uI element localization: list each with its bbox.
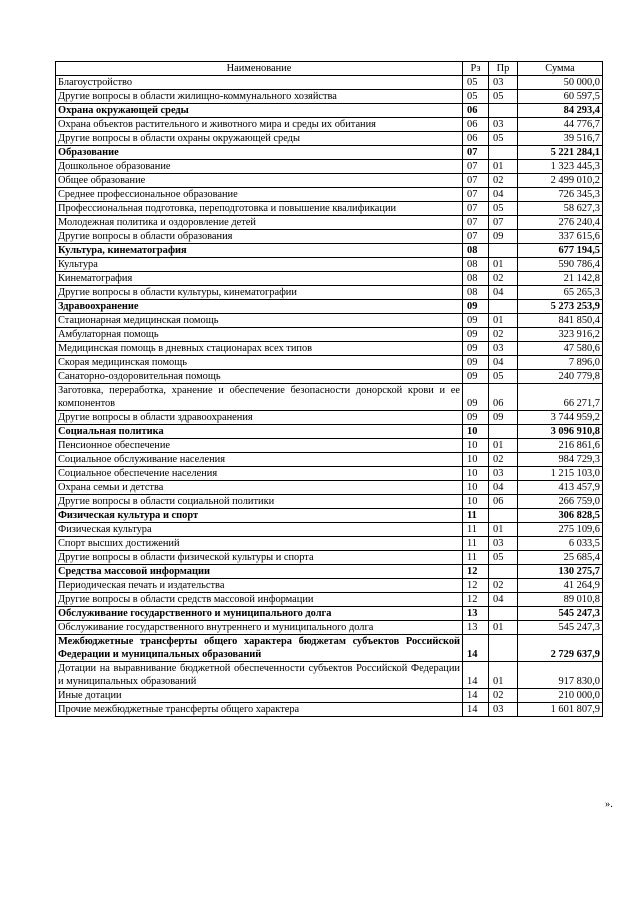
row-name: Физическая культура bbox=[56, 523, 463, 537]
row-sum: 276 240,4 bbox=[518, 216, 603, 230]
table-row bbox=[56, 635, 603, 662]
row-subsection: 09 bbox=[489, 230, 518, 244]
table-row bbox=[56, 565, 603, 579]
row-sum: 21 142,8 bbox=[518, 272, 603, 286]
row-sum: 66 271,7 bbox=[518, 384, 603, 411]
table-row bbox=[56, 593, 603, 607]
row-name: Благоустройство bbox=[56, 76, 463, 90]
row-subsection bbox=[489, 565, 518, 579]
row-section: 07 bbox=[463, 174, 489, 188]
row-sum: 413 457,9 bbox=[518, 481, 603, 495]
row-section: 09 bbox=[463, 314, 489, 328]
table-row bbox=[56, 76, 603, 90]
row-subsection: 03 bbox=[489, 118, 518, 132]
row-name: Общее образование bbox=[56, 174, 463, 188]
row-subsection bbox=[489, 244, 518, 258]
row-subsection bbox=[489, 425, 518, 439]
budget-table-container bbox=[55, 61, 603, 717]
row-name: Другие вопросы в области социальной политики bbox=[56, 495, 463, 509]
row-name: Обслуживание государственного и муниципального долга bbox=[56, 607, 463, 621]
row-subsection: 05 bbox=[489, 202, 518, 216]
row-sum: 216 861,6 bbox=[518, 439, 603, 453]
row-subsection: 03 bbox=[489, 342, 518, 356]
row-name: Санаторно-оздоровительная помощь bbox=[56, 370, 463, 384]
row-section: 07 bbox=[463, 160, 489, 174]
table-row bbox=[56, 703, 603, 717]
row-name: Охрана объектов растительного и животного мира и среды их обитания bbox=[56, 118, 463, 132]
row-name: Культура, кинематография bbox=[56, 244, 463, 258]
row-name: Иные дотации bbox=[56, 689, 463, 703]
row-section: 09 bbox=[463, 342, 489, 356]
row-subsection: 02 bbox=[489, 579, 518, 593]
row-sum: 84 293,4 bbox=[518, 104, 603, 118]
row-sum: 917 830,0 bbox=[518, 662, 603, 689]
table-row bbox=[56, 174, 603, 188]
row-subsection: 01 bbox=[489, 662, 518, 689]
row-name: Пенсионное обеспечение bbox=[56, 439, 463, 453]
row-section: 14 bbox=[463, 689, 489, 703]
row-section: 08 bbox=[463, 258, 489, 272]
table-row bbox=[56, 188, 603, 202]
row-sum: 2 499 010,2 bbox=[518, 174, 603, 188]
row-subsection: 03 bbox=[489, 76, 518, 90]
row-subsection: 04 bbox=[489, 481, 518, 495]
row-sum: 89 010,8 bbox=[518, 593, 603, 607]
row-subsection: 01 bbox=[489, 258, 518, 272]
row-sum: 6 033,5 bbox=[518, 537, 603, 551]
row-subsection: 02 bbox=[489, 328, 518, 342]
row-name: Профессиональная подготовка, переподготовка и повышение квалификации bbox=[56, 202, 463, 216]
row-name: Другие вопросы в области жилищно-коммунального хозяйства bbox=[56, 90, 463, 104]
row-subsection: 02 bbox=[489, 272, 518, 286]
table-row bbox=[56, 425, 603, 439]
row-name: Другие вопросы в области образования bbox=[56, 230, 463, 244]
row-section: 07 bbox=[463, 230, 489, 244]
row-sum: 5 273 253,9 bbox=[518, 300, 603, 314]
row-subsection: 03 bbox=[489, 467, 518, 481]
row-section: 06 bbox=[463, 118, 489, 132]
row-section: 10 bbox=[463, 495, 489, 509]
row-sum: 677 194,5 bbox=[518, 244, 603, 258]
row-section: 09 bbox=[463, 384, 489, 411]
table-row bbox=[56, 272, 603, 286]
row-section: 11 bbox=[463, 523, 489, 537]
row-name: Скорая медицинская помощь bbox=[56, 356, 463, 370]
row-section: 06 bbox=[463, 132, 489, 146]
row-name: Социальное обслуживание населения bbox=[56, 453, 463, 467]
row-subsection: 03 bbox=[489, 703, 518, 717]
row-subsection bbox=[489, 146, 518, 160]
row-section: 05 bbox=[463, 76, 489, 90]
row-subsection: 05 bbox=[489, 370, 518, 384]
header-sum: Сумма bbox=[518, 62, 603, 76]
row-section: 14 bbox=[463, 703, 489, 717]
table-row bbox=[56, 453, 603, 467]
row-section: 10 bbox=[463, 481, 489, 495]
row-sum: 545 247,3 bbox=[518, 607, 603, 621]
row-section: 10 bbox=[463, 425, 489, 439]
row-section: 07 bbox=[463, 146, 489, 160]
row-subsection bbox=[489, 300, 518, 314]
table-row bbox=[56, 118, 603, 132]
row-name: Охрана семьи и детства bbox=[56, 481, 463, 495]
row-sum: 545 247,3 bbox=[518, 621, 603, 635]
row-sum: 841 850,4 bbox=[518, 314, 603, 328]
row-subsection: 03 bbox=[489, 537, 518, 551]
row-sum: 726 345,3 bbox=[518, 188, 603, 202]
row-subsection bbox=[489, 635, 518, 662]
row-name: Молодежная политика и оздоровление детей bbox=[56, 216, 463, 230]
row-subsection: 01 bbox=[489, 439, 518, 453]
header-section: Рз bbox=[463, 62, 489, 76]
table-row bbox=[56, 579, 603, 593]
row-section: 09 bbox=[463, 356, 489, 370]
table-row bbox=[56, 286, 603, 300]
row-subsection: 01 bbox=[489, 523, 518, 537]
table-row bbox=[56, 146, 603, 160]
row-section: 08 bbox=[463, 272, 489, 286]
row-section: 12 bbox=[463, 565, 489, 579]
row-name: Периодическая печать и издательства bbox=[56, 579, 463, 593]
row-subsection: 01 bbox=[489, 160, 518, 174]
row-sum: 1 323 445,3 bbox=[518, 160, 603, 174]
row-section: 07 bbox=[463, 188, 489, 202]
row-section: 07 bbox=[463, 202, 489, 216]
row-name: Спорт высших достижений bbox=[56, 537, 463, 551]
row-subsection: 05 bbox=[489, 90, 518, 104]
table-row bbox=[56, 621, 603, 635]
table-row bbox=[56, 509, 603, 523]
row-sum: 7 896,0 bbox=[518, 356, 603, 370]
row-subsection: 06 bbox=[489, 384, 518, 411]
row-subsection: 07 bbox=[489, 216, 518, 230]
table-row bbox=[56, 384, 603, 411]
table-row bbox=[56, 104, 603, 118]
table-header-row bbox=[56, 62, 603, 76]
table-row bbox=[56, 551, 603, 565]
row-name: Социальная политика bbox=[56, 425, 463, 439]
row-section: 07 bbox=[463, 216, 489, 230]
header-name: Наименование bbox=[56, 62, 463, 76]
row-sum: 1 215 103,0 bbox=[518, 467, 603, 481]
row-name: Другие вопросы в области культуры, кинематографии bbox=[56, 286, 463, 300]
row-subsection: 04 bbox=[489, 356, 518, 370]
row-subsection bbox=[489, 509, 518, 523]
row-sum: 984 729,3 bbox=[518, 453, 603, 467]
row-subsection bbox=[489, 104, 518, 118]
table-row bbox=[56, 230, 603, 244]
table-row bbox=[56, 411, 603, 425]
row-name: Здравоохранение bbox=[56, 300, 463, 314]
row-sum: 1 601 807,9 bbox=[518, 703, 603, 717]
header-subsection: Пр bbox=[489, 62, 518, 76]
row-section: 05 bbox=[463, 90, 489, 104]
row-name: Межбюджетные трансферты общего характера бюджетам субъектов Российской Федерации и муниципальных образований bbox=[56, 635, 463, 662]
row-name: Охрана окружающей среды bbox=[56, 104, 463, 118]
table-row bbox=[56, 202, 603, 216]
row-section: 12 bbox=[463, 593, 489, 607]
row-name: Заготовка, переработка, хранение и обеспечение безопасности донорской крови и ее компонентов bbox=[56, 384, 463, 411]
row-section: 08 bbox=[463, 286, 489, 300]
row-sum: 50 000,0 bbox=[518, 76, 603, 90]
row-sum: 47 580,6 bbox=[518, 342, 603, 356]
row-name: Другие вопросы в области охраны окружающей среды bbox=[56, 132, 463, 146]
row-sum: 275 109,6 bbox=[518, 523, 603, 537]
budget-table bbox=[55, 61, 603, 717]
row-subsection: 04 bbox=[489, 593, 518, 607]
row-name: Обслуживание государственного внутреннего и муниципального долга bbox=[56, 621, 463, 635]
row-section: 14 bbox=[463, 635, 489, 662]
row-sum: 266 759,0 bbox=[518, 495, 603, 509]
row-name: Средства массовой информации bbox=[56, 565, 463, 579]
table-row bbox=[56, 300, 603, 314]
row-subsection: 01 bbox=[489, 314, 518, 328]
row-sum: 210 000,0 bbox=[518, 689, 603, 703]
row-subsection: 04 bbox=[489, 188, 518, 202]
row-subsection: 05 bbox=[489, 551, 518, 565]
row-subsection: 02 bbox=[489, 453, 518, 467]
row-section: 09 bbox=[463, 370, 489, 384]
row-name: Прочие межбюджетные трансферты общего характера bbox=[56, 703, 463, 717]
table-row bbox=[56, 689, 603, 703]
row-section: 08 bbox=[463, 244, 489, 258]
row-name: Амбулаторная помощь bbox=[56, 328, 463, 342]
row-section: 11 bbox=[463, 509, 489, 523]
row-name: Кинематография bbox=[56, 272, 463, 286]
row-sum: 41 264,9 bbox=[518, 579, 603, 593]
table-row bbox=[56, 662, 603, 689]
row-section: 10 bbox=[463, 439, 489, 453]
row-sum: 44 776,7 bbox=[518, 118, 603, 132]
table-row bbox=[56, 216, 603, 230]
table-row bbox=[56, 370, 603, 384]
row-subsection: 06 bbox=[489, 495, 518, 509]
row-sum: 590 786,4 bbox=[518, 258, 603, 272]
row-section: 13 bbox=[463, 621, 489, 635]
row-name: Культура bbox=[56, 258, 463, 272]
row-name: Социальное обеспечение населения bbox=[56, 467, 463, 481]
row-name: Физическая культура и спорт bbox=[56, 509, 463, 523]
row-sum: 306 828,5 bbox=[518, 509, 603, 523]
table-row bbox=[56, 495, 603, 509]
row-subsection bbox=[489, 607, 518, 621]
row-sum: 65 265,3 bbox=[518, 286, 603, 300]
row-sum: 323 916,2 bbox=[518, 328, 603, 342]
row-section: 10 bbox=[463, 467, 489, 481]
row-section: 06 bbox=[463, 104, 489, 118]
row-name: Медицинская помощь в дневных стационарах всех типов bbox=[56, 342, 463, 356]
row-sum: 3 096 910,8 bbox=[518, 425, 603, 439]
table-row bbox=[56, 467, 603, 481]
row-section: 11 bbox=[463, 537, 489, 551]
table-row bbox=[56, 523, 603, 537]
row-sum: 25 685,4 bbox=[518, 551, 603, 565]
table-row bbox=[56, 342, 603, 356]
row-section: 11 bbox=[463, 551, 489, 565]
row-section: 12 bbox=[463, 579, 489, 593]
table-row bbox=[56, 607, 603, 621]
row-name: Другие вопросы в области здравоохранения bbox=[56, 411, 463, 425]
table-row bbox=[56, 481, 603, 495]
row-name: Образование bbox=[56, 146, 463, 160]
row-sum: 3 744 959,2 bbox=[518, 411, 603, 425]
row-sum: 58 627,3 bbox=[518, 202, 603, 216]
row-sum: 240 779,8 bbox=[518, 370, 603, 384]
row-subsection: 02 bbox=[489, 689, 518, 703]
row-sum: 39 516,7 bbox=[518, 132, 603, 146]
table-row bbox=[56, 244, 603, 258]
row-subsection: 04 bbox=[489, 286, 518, 300]
row-section: 09 bbox=[463, 411, 489, 425]
table-row bbox=[56, 90, 603, 104]
table-row bbox=[56, 328, 603, 342]
row-section: 14 bbox=[463, 662, 489, 689]
table-row bbox=[56, 537, 603, 551]
table-row bbox=[56, 258, 603, 272]
row-sum: 5 221 284,1 bbox=[518, 146, 603, 160]
row-section: 13 bbox=[463, 607, 489, 621]
row-subsection: 09 bbox=[489, 411, 518, 425]
row-name: Дошкольное образование bbox=[56, 160, 463, 174]
row-subsection: 02 bbox=[489, 174, 518, 188]
row-section: 10 bbox=[463, 453, 489, 467]
row-sum: 337 615,6 bbox=[518, 230, 603, 244]
row-sum: 130 275,7 bbox=[518, 565, 603, 579]
row-name: Дотации на выравнивание бюджетной обеспеченности субъектов Российской Федерации и муниципальных образований bbox=[56, 662, 463, 689]
row-name: Другие вопросы в области физической культуры и спорта bbox=[56, 551, 463, 565]
table-row bbox=[56, 160, 603, 174]
row-section: 09 bbox=[463, 328, 489, 342]
table-row bbox=[56, 314, 603, 328]
row-section: 09 bbox=[463, 300, 489, 314]
row-sum: 60 597,5 bbox=[518, 90, 603, 104]
row-sum: 2 729 637,9 bbox=[518, 635, 603, 662]
row-subsection: 01 bbox=[489, 621, 518, 635]
row-name: Стационарная медицинская помощь bbox=[56, 314, 463, 328]
row-name: Среднее профессиональное образование bbox=[56, 188, 463, 202]
row-name: Другие вопросы в области средств массовой информации bbox=[56, 593, 463, 607]
row-subsection: 05 bbox=[489, 132, 518, 146]
table-row bbox=[56, 439, 603, 453]
table-row bbox=[56, 356, 603, 370]
table-row bbox=[56, 132, 603, 146]
closing-quote-mark: ». bbox=[605, 799, 613, 810]
table-body bbox=[56, 76, 603, 717]
